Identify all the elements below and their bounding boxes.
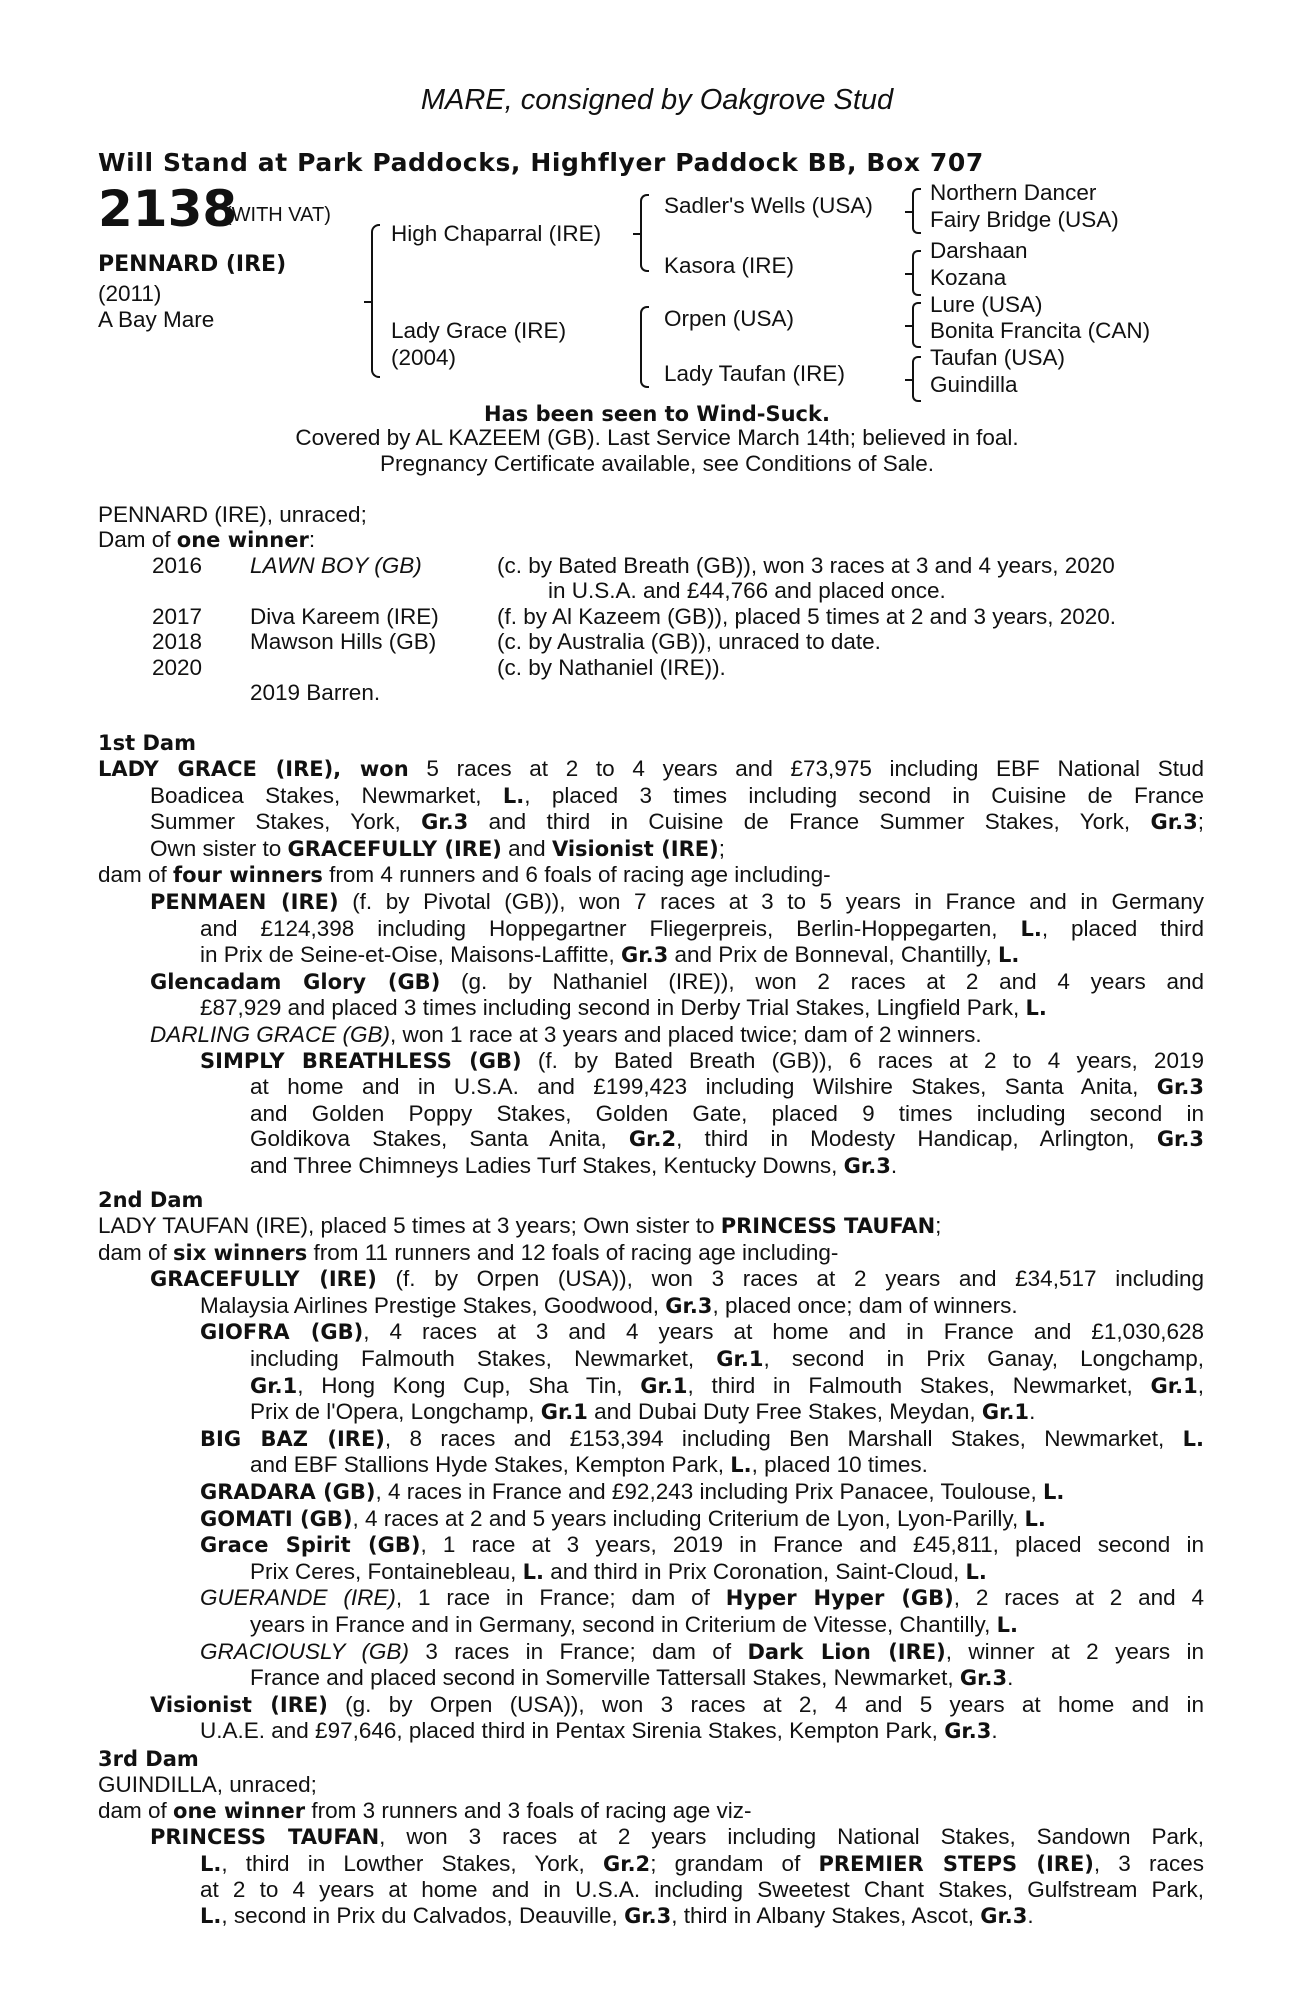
catalogue-title: MARE, consigned by Oakgrove Stud: [420, 84, 894, 116]
wind-suck-warning: Has been seen to Wind-Suck.: [484, 402, 830, 426]
pedigree-dss: Lure (USA): [930, 292, 1043, 317]
horse-description: A Bay Mare: [98, 307, 215, 332]
second-dam-text: LADY TAUFAN (IRE), placed 5 times at 3 years; Own sister to PRINCESS TAUFAN; dam of six winners from 11 runners and 12 foals of racing age including- GRACEFULLY (IRE) (f. by Orpen (USA)), won 3 races at 2 years and £34,517 including Malaysia Airlines Prestige Stakes, Goodwood, Gr.3, placed once; dam of winners. GIOFRA (GB), 4 races at 3 and 4 years at home and in France and £1,030,628 including Falmouth Stakes, Newmarket, Gr.1, second in Prix Ganay, Longchamp, Gr.1, Hong Kong Cup, Sha Tin, Gr.1, third in Falmouth Stakes, Newmarket, Gr.1, Prix de l'Opera, Longchamp, Gr.1 and Dubai Duty Free Stakes, Meydan, Gr.1. BIG BAZ (IRE), 8 races and £153,394 including Ben Marshall Stakes, Newmarket, L. and EBF Stallions Hyde Stakes, Kempton Park, L., placed 10 times. GRADARA (GB), 4 races in France and £92,243 including Prix Panacee, Toulouse, L. GOMATI (GB), 4 races at 2 and 5 years including Criterium de Lyon, Lyon-Parilly, L. Grace Spirit (GB), 1 race at 3 years, 2019 in France and £45,811, placed second in Prix Ceres, Fontainebleau, L. and third in Prix Coronation, Saint-Cloud, L. GUERANDE (IRE), 1 race in France; dam of Hyper Hyper (GB), 2 races at 2 and 4 years in France and in Germany, second in Criterium de Vitesse, Chantilly, L. GRACIOUSLY (GB) 3 races in France; dam of Dark Lion (IRE), winner at 2 years in France and placed second in Somerville Tattersall Stakes, Newmarket, Gr.3. Visionist (IRE) (g. by Orpen (USA)), won 3 races at 2, 4 and 5 years at home and in U.A.E. and £97,646, placed third in Pentax Sirenia Stakes, Kempton Park, Gr.3.: [98, 1213, 1205, 1744]
lot-number: 2138: [98, 180, 238, 238]
second-dam-heading: 2nd Dam: [98, 1188, 204, 1212]
stand-location: Will Stand at Park Paddocks, Highflyer Paddock BB, Box 707: [98, 148, 984, 177]
produce-name: Mawson Hills (GB): [250, 629, 437, 654]
produce-name: LAWN BOY (GB): [250, 553, 422, 578]
pedigree-sire-dam: Kasora (IRE): [664, 253, 795, 278]
pedigree-brace-sd: [912, 250, 921, 296]
pedigree-brace-dd: [912, 356, 921, 402]
produce-info: (c. by Australia (GB)), unraced to date.: [497, 629, 881, 654]
mare-summary: PENNARD (IRE), unraced;: [98, 502, 367, 527]
horse-name: PENNARD (IRE): [98, 252, 287, 277]
pedigree-sss: Northern Dancer: [930, 180, 1097, 205]
produce-year: 2020: [152, 655, 203, 680]
barren-year: 2019 Barren.: [250, 680, 381, 705]
pedigree-dam-year: (2004): [391, 345, 457, 370]
pedigree-sds: Darshaan: [930, 238, 1028, 263]
foaling-year: (2011): [98, 281, 162, 306]
pedigree-sire: High Chaparral (IRE): [391, 221, 602, 246]
produce-info: (c. by Nathaniel (IRE)).: [497, 655, 726, 680]
first-dam-text: LADY GRACE (IRE), won 5 races at 2 to 4 years and £73,975 including EBF National Stud Boadicea Stakes, Newmarket, L., placed 3 times including second in Cuisine de France Summer Stakes, York, Gr.3 and third in Cuisine de France Summer Stakes, York, Gr.3; Own sister to GRACEFULLY (IRE) and Visionist (IRE); dam of four winners from 4 runners and 6 foals of racing age including- PENMAEN (IRE) (f. by Pivotal (GB)), won 7 races at 3 to 5 years in France and in Germany and £124,398 including Hoppegartner Fliegerpreis, Berlin-Hoppegarten, L., placed third in Prix de Seine-et-Oise, Maisons-Laffitte, Gr.3 and Prix de Bonneval, Chantilly, L. Glencadam Glory (GB) (g. by Nathaniel (IRE)), won 2 races at 2 and 4 years and £87,929 and placed 3 times including second in Derby Trial Stakes, Lingfield Park, L. DARLING GRACE (GB), won 1 race at 3 years and placed twice; dam of 2 winners. SIMPLY BREATHLESS (GB) (f. by Bated Breath (GB)), 6 races at 2 to 4 years, 2019 at home and in U.S.A. and £199,423 including Wilshire Stakes, Santa Anita, Gr.3 and Golden Poppy Stakes, Golden Gate, placed 9 times including second in Goldikova Stakes, Santa Anita, Gr.2, third in Modesty Handicap, Arlington, Gr.3 and Three Chimneys Ladies Turf Stakes, Kentucky Downs, Gr.3.: [98, 756, 1205, 1178]
pedigree-dds: Taufan (USA): [930, 345, 1066, 370]
pedigree-dam: Lady Grace (IRE): [391, 318, 567, 343]
pedigree-brace-ss: [912, 188, 921, 234]
pedigree-brace-sire: [640, 194, 649, 272]
pedigree-brace-dam: [640, 306, 649, 388]
produce-year: 2017: [152, 604, 203, 629]
produce-year: 2016: [152, 553, 203, 578]
certificate-note: Pregnancy Certificate available, see Conditions of Sale.: [379, 451, 935, 476]
third-dam-text: GUINDILLA, unraced; dam of one winner from 3 runners and 3 foals of racing age viz- PRINCESS TAUFAN, won 3 races at 2 years including National Stakes, Sandown Park, L., third in Lowther Stakes, York, Gr.2; grandam of PREMIER STEPS (IRE), 3 races at 2 to 4 years at home and in U.S.A. including Sweetest Chant Stakes, Gulfstream Park, L., second in Prix du Calvados, Deauville, Gr.3, third in Albany Stakes, Ascot, Gr.3.: [98, 1772, 1204, 1928]
pedigree-dam-dam: Lady Taufan (IRE): [664, 361, 845, 386]
produce-info: (f. by Al Kazeem (GB)), placed 5 times at 2 and 3 years, 2020.: [497, 604, 1117, 629]
pedigree-dam-sire: Orpen (USA): [664, 306, 795, 331]
pedigree-ssd: Fairy Bridge (USA): [930, 207, 1119, 232]
pedigree-sire-sire: Sadler's Wells (USA): [664, 193, 873, 218]
first-dam-heading: 1st Dam: [98, 731, 196, 755]
covered-note: Covered by AL KAZEEM (GB). Last Service March 14th; believed in foal.: [295, 425, 1019, 450]
pedigree-sdd: Kozana: [930, 265, 1007, 290]
third-dam-heading: 3rd Dam: [98, 1747, 199, 1771]
produce-info-cont: in U.S.A. and £44,766 and placed once.: [548, 578, 946, 603]
pedigree-brace-main: [371, 224, 380, 378]
produce-name: Diva Kareem (IRE): [250, 604, 439, 629]
vat-note: (WITH VAT): [225, 204, 331, 226]
pedigree-ddd: Guindilla: [930, 372, 1018, 397]
produce-info: (c. by Bated Breath (GB)), won 3 races at 3 and 4 years, 2020: [497, 553, 1115, 578]
mare-dam-of: Dam of one winner:: [98, 527, 316, 552]
produce-year: 2018: [152, 629, 203, 654]
pedigree-dsd: Bonita Francita (CAN): [930, 318, 1151, 343]
pedigree-brace-ds: [912, 302, 921, 348]
